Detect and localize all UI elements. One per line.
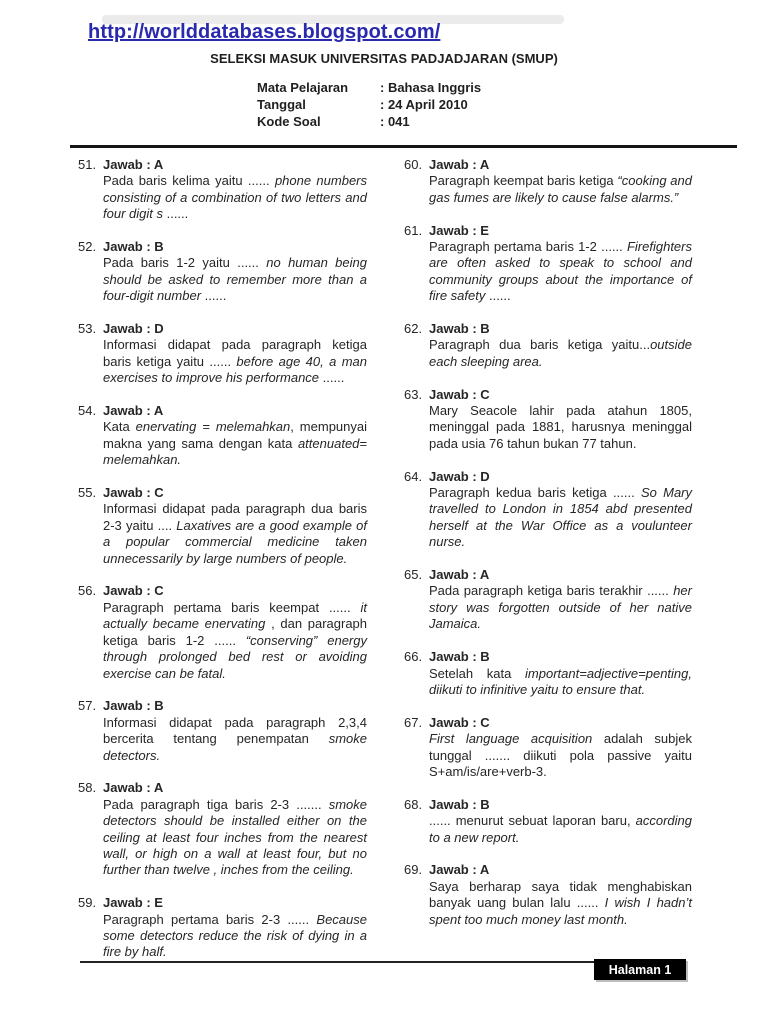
answer-label: Jawab : E: [429, 222, 489, 238]
answer-explanation: [429, 485, 692, 551]
text-segment: Laxatives are a good example of a popular commercial medicine taken unnecessarily by large numbers of people.: [103, 517, 367, 566]
blog-url-link[interactable]: http://worlddatabases.blogspot.com/: [88, 21, 441, 43]
answer-label: Jawab : B: [429, 321, 490, 337]
text-segment: attenuated= melemahkan.: [103, 435, 367, 468]
answer-item: [78, 895, 367, 961]
text-segment: outside each sleeping area.: [429, 337, 692, 369]
answer-item: [78, 157, 367, 223]
answer-explanation: [429, 879, 692, 928]
text-segment: Paragraph pertama baris keempat ......: [103, 599, 361, 615]
answer-item: [78, 239, 367, 305]
answer-label: Jawab : B: [429, 796, 490, 812]
answer-label: Jawab : A: [429, 567, 490, 583]
meta-row-date: [257, 96, 481, 113]
answer-explanation: [429, 666, 692, 699]
text-segment: Informasi didapat pada paragraph ketiga baris ketiga yaitu ......: [103, 337, 367, 369]
answers-column-right: [404, 157, 692, 977]
answer-item: [404, 567, 692, 633]
answer-label: Jawab : B: [103, 698, 164, 714]
answer-label: Jawab : C: [103, 583, 164, 599]
text-segment: Paragraph dua baris ketiga yaitu...: [429, 337, 651, 353]
answer-number: 56.: [78, 583, 97, 599]
meta-value: : Bahasa Inggris: [380, 80, 482, 95]
text-segment: before age 40, a man exercises to improve his performance: [103, 353, 367, 386]
answer-label: Jawab : C: [429, 714, 490, 730]
answer-explanation: [103, 600, 367, 682]
text-segment: Setelah kata: [429, 665, 526, 681]
answer-number: 66.: [404, 649, 423, 665]
answer-label: Jawab : A: [429, 157, 490, 172]
text-segment: ......: [485, 288, 511, 304]
text-segment: Firefighters are often asked to speak to school and community groups about the importance of fire safety: [429, 239, 692, 304]
text-segment: , mempunyai makna yang sama dengan kata: [103, 419, 368, 451]
answer-number: 57.: [78, 698, 97, 714]
text-segment: Saya berharap saya tidak menghabiskan banyak uang bulan lalu ......: [429, 878, 692, 911]
answer-number: 68.: [404, 796, 423, 812]
text-segment: important=adjective=penting, diikuti to infinitive yaitu to ensure that.: [429, 665, 692, 697]
answer-label: Jawab : A: [429, 862, 490, 878]
answer-item: [404, 157, 692, 206]
answer-item: [404, 469, 692, 551]
answer-item: [404, 649, 692, 698]
text-segment: “cooking and gas fumes are likely to cause false alarms.”: [429, 173, 692, 205]
meta-label: Kode Soal: [257, 114, 321, 129]
text-segment: Paragraph pertama baris 1-2 ......: [429, 239, 627, 255]
text-segment: Paragraph keempat baris ketiga: [429, 173, 618, 189]
answer-number: 54.: [78, 403, 97, 419]
answer-item: [404, 715, 692, 781]
answer-label: Jawab : A: [103, 780, 164, 796]
answer-item: [404, 862, 692, 928]
text-segment: ......: [162, 206, 189, 222]
text-segment: smoke detectors.: [103, 731, 367, 763]
meta-label: Tanggal: [257, 97, 306, 112]
answer-number: 52.: [78, 239, 97, 255]
text-segment: no human being should be asked to remember more than a four-digit number: [103, 255, 367, 304]
meta-label: Mata Pelajaran: [257, 80, 349, 95]
text-segment: Mary Seacole lahir pada atahun 1805, meninggal pada 1881, harusnya meninggal pada usia 76 tahun bukan 77 tahun.: [429, 403, 692, 451]
answer-item: [78, 698, 367, 764]
text-segment: Paragraph kedua baris ketiga ......: [429, 485, 641, 501]
text-segment: Pada paragraph ketiga baris terakhir ......: [429, 583, 674, 599]
text-segment: “conserving” energy through prolonged bed rest or avoiding exercise can be fatal.: [103, 632, 367, 681]
answer-number: 58.: [78, 780, 97, 796]
text-segment: I wish I hadn’t spent too much money last month.: [429, 895, 692, 927]
text-segment: First language acquisition: [429, 731, 593, 747]
exam-meta-block: [257, 79, 481, 130]
text-segment: according to a new report.: [429, 813, 692, 845]
answer-label: Jawab : D: [429, 468, 490, 484]
answers-columns: [78, 157, 692, 977]
text-segment: So Mary travelled to London in 1854 abd presented herself at the War Office as a voulunteer nurse.: [429, 485, 692, 550]
answer-label: Jawab : E: [103, 895, 163, 911]
text-segment: Pada baris kelima yaitu ......: [103, 173, 275, 189]
answer-explanation: [429, 813, 692, 846]
footer-divider: [80, 961, 594, 963]
text-segment: Paragraph pertama baris 2-3 ......: [103, 911, 317, 927]
document-title: SELEKSI MASUK UNIVERSITAS PADJADJARAN (SMUP): [210, 51, 558, 66]
answer-label: Jawab : B: [103, 239, 164, 255]
answer-number: 64.: [404, 468, 423, 484]
answer-item: [404, 387, 692, 453]
answer-number: 62.: [404, 321, 423, 337]
text-segment: smoke detectors should be installed either on the ceiling at least four inches from the nearest wall, or high on a wall at least four, but no further than twelve , inches from the ceiling.: [103, 796, 367, 878]
answer-explanation: [429, 239, 692, 305]
text-segment: phone numbers consisting of a combination of two letters and four digit s: [103, 173, 368, 222]
answer-explanation: [103, 715, 367, 764]
answer-number: 59.: [78, 895, 97, 911]
answer-label: Jawab : A: [103, 403, 164, 419]
answer-number: 63.: [404, 386, 423, 402]
text-segment: Informasi didapat pada paragraph 2,3,4 bercerita tentang penempatan: [103, 714, 367, 747]
text-segment: ......: [201, 288, 227, 304]
answer-item: [78, 583, 367, 681]
answer-item: [78, 780, 367, 878]
answer-explanation: [429, 337, 692, 370]
answer-label: Jawab : B: [429, 649, 490, 665]
text-segment: her story was forgotten outside of her native Jamaica.: [429, 583, 692, 632]
meta-row-subject: [257, 79, 481, 96]
text-segment: enervating = melemahkan: [135, 419, 291, 435]
answer-number: 60.: [404, 157, 423, 172]
answer-label: Jawab : C: [429, 386, 490, 402]
page-number-badge: Halaman 1: [594, 959, 686, 980]
meta-row-code: [257, 113, 481, 130]
answer-explanation: [429, 583, 692, 632]
answer-explanation: [429, 403, 692, 452]
text-segment: ...... menurut sebuat laporan baru,: [429, 813, 636, 829]
text-segment: Informasi didapat pada paragraph dua baris 2-3 yaitu ....: [103, 501, 367, 533]
answer-item: [404, 797, 692, 846]
answer-number: 53.: [78, 321, 97, 337]
header-divider: [70, 145, 737, 148]
answer-number: 61.: [404, 222, 423, 238]
answer-item: [404, 223, 692, 305]
answer-item: [78, 321, 367, 387]
answer-number: 65.: [404, 567, 423, 583]
answer-explanation: [103, 173, 367, 222]
answer-explanation: [103, 797, 367, 879]
answer-explanation: [429, 731, 692, 780]
text-segment: it actually became enervating: [103, 599, 367, 632]
text-segment: Kata: [103, 419, 136, 435]
answer-item: [78, 403, 367, 469]
answer-number: 55.: [78, 485, 97, 501]
answer-number: 69.: [404, 862, 423, 878]
text-segment: Pada paragraph tiga baris 2-3 .......: [103, 796, 329, 812]
answer-number: 51.: [78, 157, 97, 172]
answer-explanation: [103, 501, 367, 567]
text-segment: , dan paragraph ketiga baris 1-2 ......: [103, 616, 368, 648]
answers-column-left: [78, 157, 367, 977]
answer-label: Jawab : C: [103, 485, 164, 501]
answer-item: [78, 485, 367, 567]
text-segment: Because some detectors reduce the risk of dying in a fire by half.: [103, 911, 367, 960]
answer-explanation: [429, 173, 692, 206]
answer-explanation: [103, 419, 367, 468]
answer-item: [404, 321, 692, 370]
text-segment: Pada baris 1-2 yaitu ......: [103, 255, 267, 271]
answer-label: Jawab : A: [103, 157, 164, 172]
text-segment: ......: [319, 370, 345, 386]
text-segment: adalah subjek tunggal ....... diikuti pola passive yaitu S+am/is/are+verb-3.: [429, 731, 693, 779]
meta-value: : 041: [380, 114, 410, 129]
answer-number: 67.: [404, 714, 423, 730]
answer-explanation: [103, 912, 367, 961]
answer-explanation: [103, 255, 367, 304]
answer-explanation: [103, 337, 367, 386]
answer-label: Jawab : D: [103, 321, 164, 337]
meta-value: : 24 April 2010: [380, 97, 468, 112]
